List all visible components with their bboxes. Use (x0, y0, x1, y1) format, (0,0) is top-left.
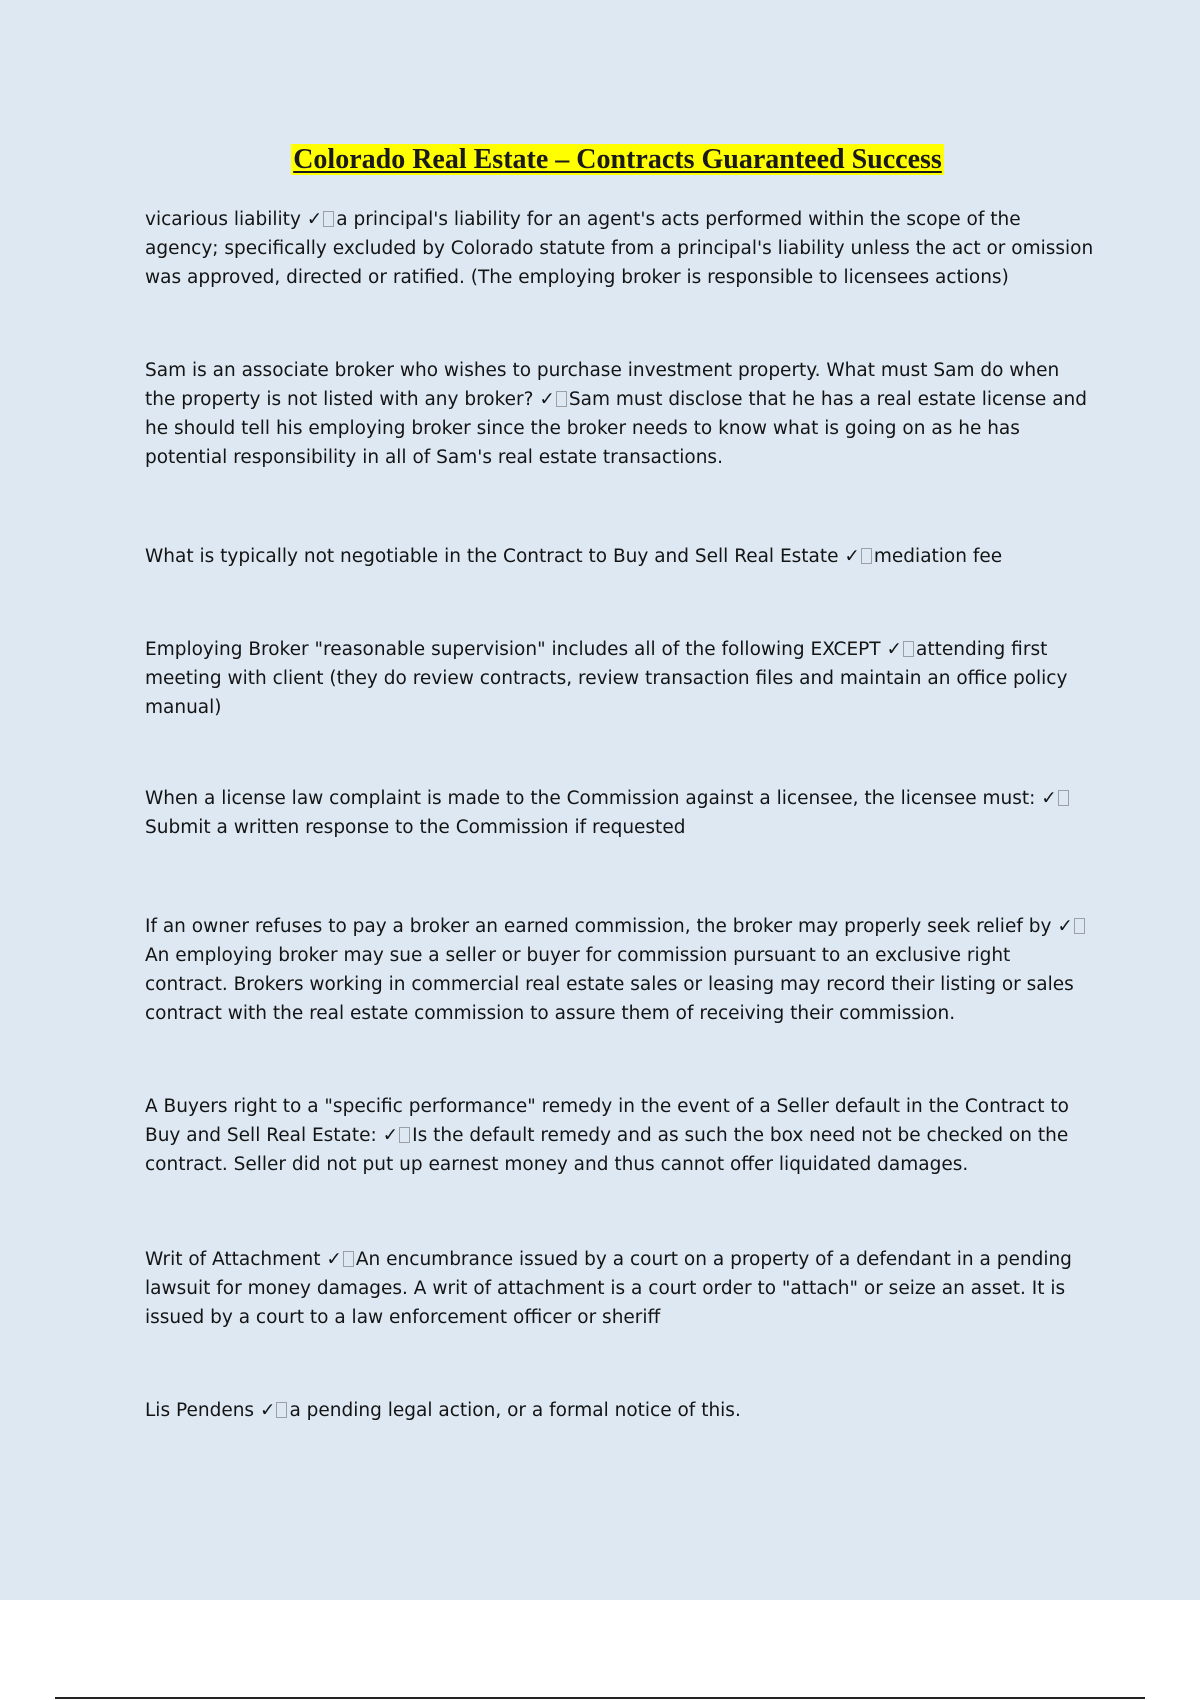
empty-box-icon (861, 548, 872, 564)
qa-item (145, 205, 1095, 292)
question-text: If an owner refuses to pay a broker an earned commission, the broker may properly seek relief by (145, 916, 1058, 937)
answer-text: An encumbrance issued by a court on a property of a defendant in a pending lawsuit for money damages. A writ of attachment is a court order to "attach" or seize an asset. It is issued by a court to a law enforcement officer or sheriff (145, 1249, 1072, 1328)
check-icon: ✓ (382, 1125, 399, 1146)
document-title (0, 143, 1200, 177)
qa-item (145, 635, 1095, 722)
document-title-text: Colorado Real Estate – Contracts Guaranteed Success (293, 144, 942, 175)
answer-text: a pending legal action, or a formal notice of this. (289, 1400, 741, 1421)
empty-box-icon (323, 211, 334, 227)
footer-divider (55, 1697, 1145, 1699)
check-icon: ✓ (1057, 916, 1073, 937)
empty-box-icon (1074, 918, 1085, 934)
answer-text: Submit a written response to the Commission if requested (145, 817, 686, 838)
check-icon: ✓ (326, 1249, 342, 1270)
qa-item (145, 356, 1095, 472)
empty-box-icon (903, 641, 914, 657)
check-icon: ✓ (306, 209, 323, 230)
empty-box-icon (343, 1251, 354, 1267)
empty-box-icon (399, 1127, 410, 1143)
check-icon: ✓ (886, 639, 902, 660)
empty-box-icon (276, 1402, 287, 1418)
question-text: Sam is an associate broker who wishes to purchase investment property. What must Sam do when the property is not listed with any broker? (145, 360, 1060, 410)
answer-text: Is the default remedy and as such the box need not be checked on the contract. Seller did not put up earnest money and thus cannot offer liquidated damages. (145, 1125, 1069, 1175)
check-icon: ✓ (259, 1400, 276, 1421)
check-icon: ✓ (539, 389, 555, 410)
answer-text: mediation fee (873, 546, 1003, 567)
qa-item (145, 542, 1095, 571)
qa-item (145, 1092, 1095, 1179)
question-text: Writ of Attachment (145, 1249, 327, 1270)
question-text: When a license law complaint is made to the Commission against a licensee, the licensee must: (145, 788, 1042, 809)
answer-text: An employing broker may sue a seller or buyer for commission pursuant to an exclusive right contract. Brokers working in commercial real estate sales or leasing may record their listing or sales contract with the real estate commission to assure them of receiving their commission. (145, 945, 1074, 1024)
answer-text: attending first meeting with client (they do review contracts, review transaction files and maintain an office policy manual) (145, 639, 1068, 718)
qa-item (145, 912, 1095, 1028)
empty-box-icon (556, 391, 567, 407)
answer-text: Sam must disclose that he has a real estate license and he should tell his employing broker since the broker needs to know what is going on as he has potential responsibility in all of Sam's real estate transactions. (145, 389, 1087, 468)
question-text: Employing Broker "reasonable supervision" includes all of the following EXCEPT (145, 639, 887, 660)
question-text: What is typically not negotiable in the Contract to Buy and Sell Real Estate (145, 546, 845, 567)
check-icon: ✓ (844, 546, 860, 567)
qa-item (145, 784, 1095, 842)
empty-box-icon (1058, 790, 1069, 806)
answer-text: a principal's liability for an agent's acts performed within the scope of the agency; specifically excluded by Colorado statute from a principal's liability unless the act or omission was approved, directed or ratified. (The employing broker is responsible to licensees actions) (145, 209, 1094, 288)
question-text: A Buyers right to a "specific performance" remedy in the event of a Seller default in the Contract to Buy and Sell Real Estate: (145, 1096, 1069, 1146)
check-icon: ✓ (1041, 788, 1057, 809)
qa-item (145, 1396, 1095, 1425)
question-text: Lis Pendens (145, 1400, 260, 1421)
qa-item (145, 1245, 1095, 1332)
question-text: vicarious liability (145, 209, 307, 230)
